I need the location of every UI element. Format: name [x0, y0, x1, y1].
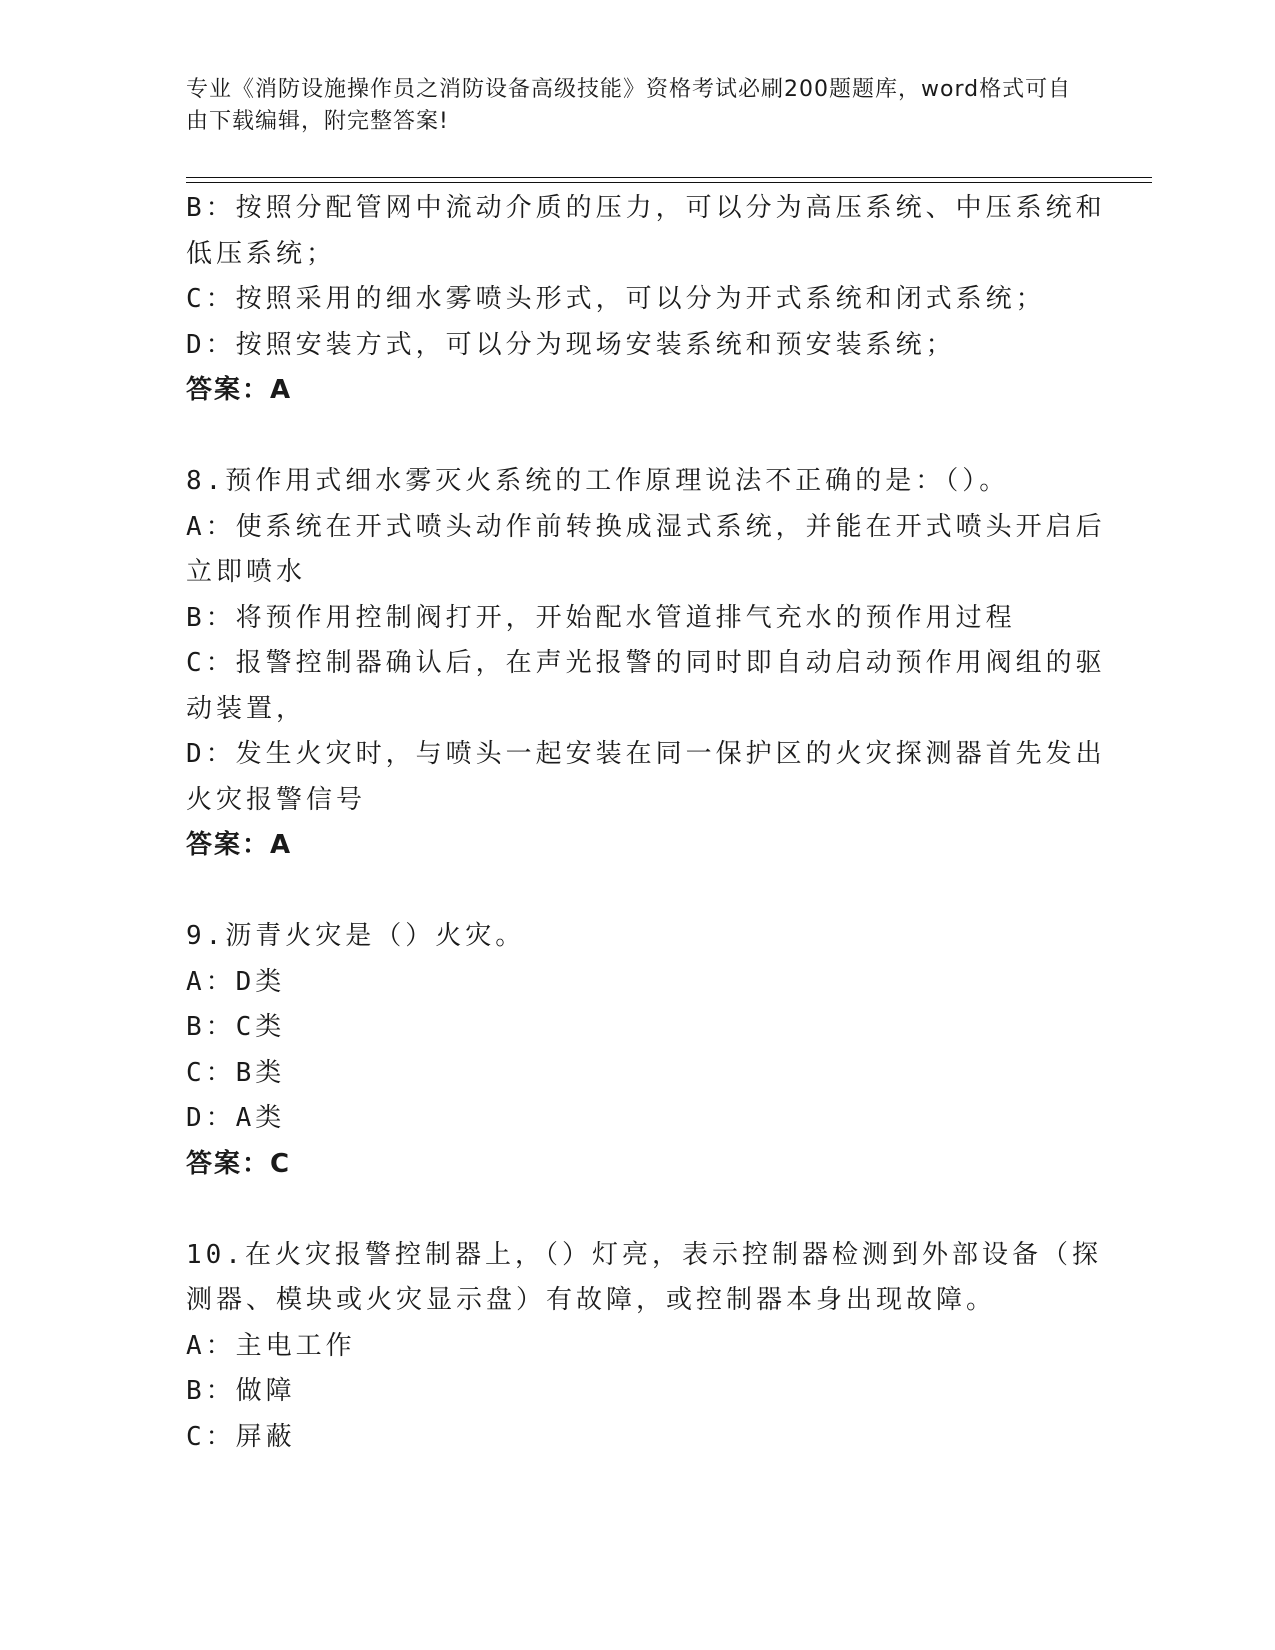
- q7-option-c: C：按照采用的细水雾喷头形式，可以分为开式系统和闭式系统；: [186, 284, 1046, 314]
- q8-option-b: B：将预作用控制阀打开，开始配水管道排气充水的预作用过程: [186, 602, 1016, 633]
- q10-stem-line1: 10.在火灾报警控制器上，（）灯亮，表示控制器检测到外部设备（探: [186, 1239, 1102, 1270]
- q9-option-b: B：C类: [186, 1012, 286, 1042]
- q7-option-d: D：按照安装方式，可以分为现场安装系统和预安装系统；: [186, 329, 956, 360]
- q10-option-a: A：主电工作: [186, 1330, 356, 1361]
- q8-option-d-line1: D：发生火灾时，与喷头一起安装在同一保护区的火灾探测器首先发出: [186, 739, 1106, 769]
- q8-option-a-line1: A：使系统在开式喷头动作前转换成湿式系统，并能在开式喷头开启后: [186, 511, 1106, 542]
- question-content: [186, 186, 1106, 1460]
- q8-stem: 8.预作用式细水雾灭火系统的工作原理说法不正确的是：（）。: [186, 466, 1010, 496]
- spacer: [186, 414, 1066, 460]
- spacer: [186, 869, 1066, 915]
- q9-stem: 9.沥青火灾是（）火灾。: [186, 921, 526, 951]
- q9-option-d: D：A类: [186, 1103, 286, 1133]
- q8-option-c-line2: 动装置，: [186, 693, 307, 724]
- page-header: 专业《消防设施操作员之消防设备高级技能》资格考试必刷200题题库，word格式可自由下载编辑，附完整答案!: [186, 77, 1072, 134]
- q8-answer: 答案：A: [186, 830, 293, 860]
- q8-option-c-line1: C：报警控制器确认后，在声光报警的同时即自动启动预作用阀组的驱: [186, 648, 1106, 678]
- spacer: [186, 1187, 1066, 1233]
- q7-option-b-line1: B：按照分配管网中流动介质的压力，可以分为高压系统、中压系统和: [186, 193, 1106, 223]
- q10-option-c: C：屏蔽: [186, 1421, 296, 1452]
- q7-option-b-line2: 低压系统；: [186, 238, 337, 269]
- header-rule-top: [186, 177, 1152, 178]
- q9-answer: 答案：C: [186, 1148, 292, 1179]
- q10-option-b: B：做障: [186, 1376, 296, 1406]
- q10-stem-line2: 测器、模块或火灾显示盘）有故障，或控制器本身出现故障。: [186, 1285, 997, 1315]
- q8-option-a-line2: 立即喷水: [186, 557, 307, 587]
- q9-option-a: A：D类: [186, 966, 286, 997]
- q7-answer: 答案：A: [186, 375, 293, 405]
- header-rule-bottom: [186, 182, 1152, 183]
- q8-option-d-line2: 火灾报警信号: [186, 784, 367, 815]
- q9-option-c: C：B类: [186, 1057, 286, 1088]
